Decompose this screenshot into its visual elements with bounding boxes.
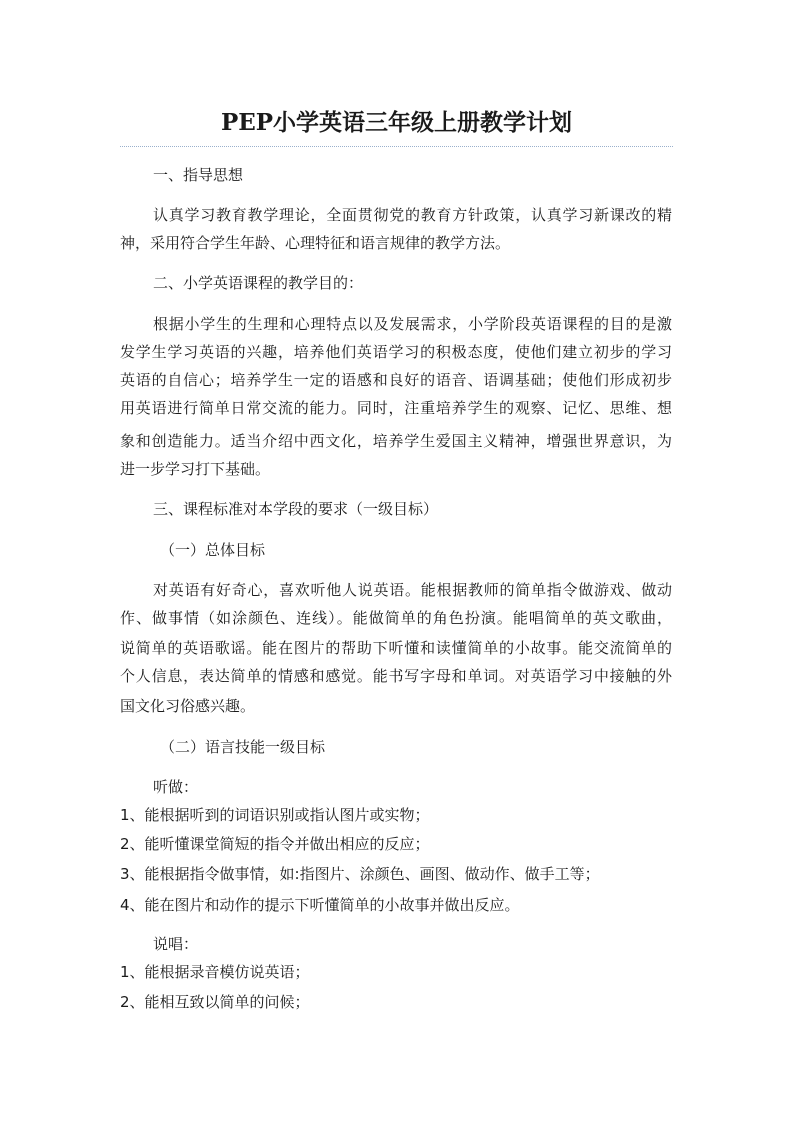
paragraph-line: 发学生学习英语的兴趣，培养他们英语学习的积极态度，使他们建立初步的学习: [120, 343, 672, 361]
document-title: PEP小学英语三年级上册教学计划: [220, 109, 573, 136]
paragraph-line: 作、做事情（如涂颜色、连线）。能做简单的角色扮演。能唱简单的英文歌曲，: [120, 609, 672, 627]
paragraph-line: 神，采用符合学生年龄、心理特征和语言规律的教学方法。: [120, 234, 511, 252]
list-item: 2、能相互致以简单的问候；: [120, 993, 310, 1011]
section-heading: 三、课程标准对本学段的要求（一级目标）: [153, 500, 439, 518]
paragraph-line: 英语的自信心；培养学生一定的语感和良好的语音、语调基础；使他们形成初步: [120, 371, 672, 389]
list-item: 2、能听懂课堂简短的指令并做出相应的反应；: [120, 835, 430, 853]
list-item: 3、能根据指令做事情，如:指图片、涂颜色、画图、做动作、做手工等；: [120, 865, 600, 883]
paragraph-line: 对英语有好奇心，喜欢听他人说英语。能根据教师的简单指令做游戏、做动: [153, 581, 672, 599]
paragraph-line: 说简单的英语歌谣。能在图片的帮助下听懂和读懂简单的小故事。能交流简单的: [120, 639, 672, 657]
paragraph-line: 认真学习教育教学理论，全面贯彻党的教育方针政策，认真学习新课改的精: [153, 206, 672, 224]
title-divider: [120, 146, 673, 147]
section-heading: 一、指导思想: [153, 166, 244, 184]
paragraph-line: 国文化习俗感兴趣。: [120, 697, 256, 715]
paragraph-line: 用英语进行简单日常交流的能力。同时，注重培养学生的观察、记忆、思维、想: [120, 399, 672, 417]
paragraph-line: 根据小学生的生理和心理特点以及发展需求，小学阶段英语课程的目的是激: [153, 315, 672, 333]
paragraph-line: 象和创造能力。适当介绍中西文化，培养学生爱国主义精神，增强世界意识，为: [120, 432, 672, 450]
list-item: 4、能在图片和动作的提示下听懂简单的小故事并做出反应。: [120, 896, 520, 914]
subsection-heading: （二）语言技能一级目标: [160, 738, 326, 756]
list-label: 说唱：: [153, 935, 199, 953]
paragraph-line: 个人信息，表达简单的情感和感觉。能书写字母和单词。对英语学习中接触的外: [120, 667, 672, 685]
paragraph-line: 进一步学习打下基础。: [120, 460, 271, 478]
list-label: 听做：: [153, 778, 199, 796]
list-item: 1、能根据录音模仿说英语；: [120, 963, 310, 981]
section-heading: 二、小学英语课程的教学目的：: [153, 274, 364, 292]
list-item: 1、能根据听到的词语识别或指认图片或实物；: [120, 806, 430, 824]
subsection-heading: （一）总体目标: [160, 541, 266, 559]
